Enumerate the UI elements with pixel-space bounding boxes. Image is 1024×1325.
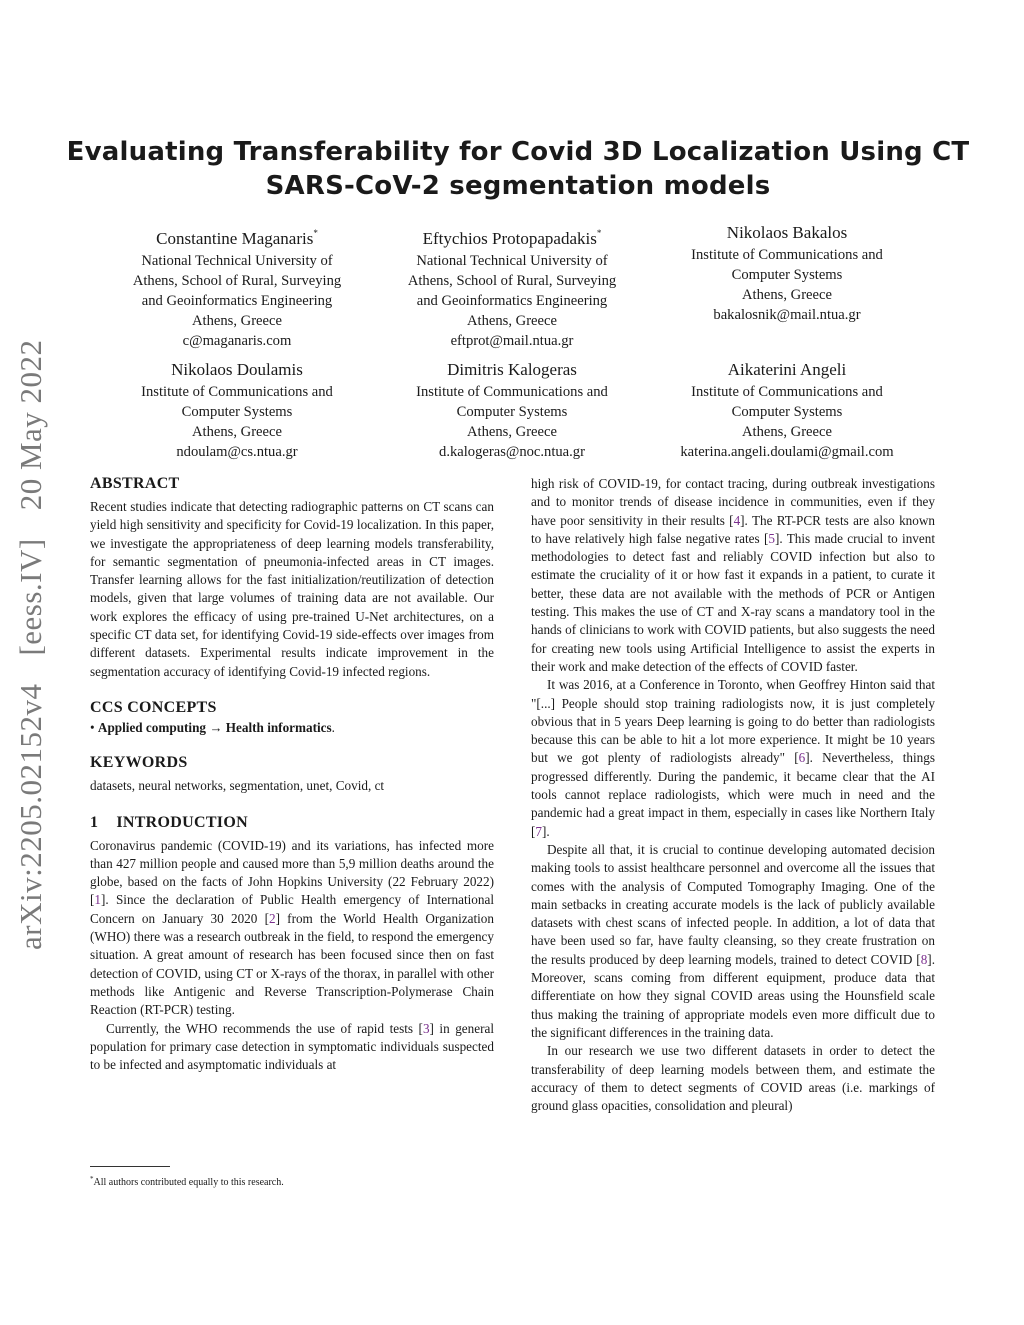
affiliation-line: Institute of Communications and [691, 247, 883, 263]
citation-link[interactable]: 8 [920, 951, 928, 967]
author-email[interactable]: c@maganaris.com [182, 333, 292, 349]
author-name: Nikolaos Bakalos [726, 223, 848, 242]
intro-heading [90, 812, 494, 834]
citation-link[interactable]: 7 [535, 823, 542, 839]
citation-link[interactable]: 2 [268, 910, 276, 926]
affiliation-line: Athens, School of Rural, Surveying [407, 273, 617, 289]
author-block [372, 222, 652, 351]
text-run: Currently, the WHO recommends the use of rapid tests [ [106, 1020, 423, 1036]
affiliation-line: Athens, School of Rural, Surveying [132, 273, 342, 289]
text-run: It was 2016, at a Conference in Toronto, when Geoffrey Hinton said that "[...] People should stop training radiologists now, it is just completely obvious that in 5 years Deep learning is going to do better than radiologists because this can be able to hit a lot more experience. It might be 10 years but we got plenty of radiologists already" [ [531, 677, 935, 766]
affiliation-line: Computer Systems [456, 404, 568, 420]
ccs-item-applied-computing: Applied computing [97, 719, 207, 735]
author-block [97, 222, 377, 351]
author-block [647, 359, 927, 462]
affiliation-line: Institute of Communications and [141, 384, 333, 400]
ccs-heading: CCS CONCEPTS [90, 698, 217, 716]
text-run: high risk of COVID-19, for contact tracing, during outbreak investigations and to monitor trends of disease incidence in communities, even if they have poor sensitivity in their results [ [531, 476, 935, 528]
author-email[interactable]: eftprot@mail.ntua.gr [450, 333, 574, 349]
author-name: Aikaterini Angeli [727, 360, 847, 379]
affiliation-line: and Geoinformatics Engineering [416, 293, 608, 309]
text-run: Despite all that, it is crucial to continue developing automated decision making tools to assist healthcare personnel and overcome all the issues that comes with the analysis of Computed Tomography Imaging. One of the main setbacks in creating accurate models is the lack of publicly available datasets with chest scans of infected people. In addition, a lot of data that have been used so far, have faulty cleansing, so they create frustration on the results produced by deep learning models, trained to detect COVID [ [531, 841, 935, 967]
affiliation-line: Athens, Greece [467, 313, 557, 329]
author-name: Dimitris Kalogeras [447, 360, 577, 379]
arrow-icon: → [209, 719, 223, 735]
arxiv-stamp [6, 330, 56, 950]
author-email[interactable]: ndoulam@cs.ntua.gr [176, 444, 298, 460]
intro-paragraph-2 [90, 1020, 494, 1075]
text-run: ]. Nevertheless, things progressed differently. During the pandemic, it became clear that the AI tools cannot replace radiologists, which were much in need and the pandemic had a great impact in them, especially in cases like Northern Italy [ [531, 750, 935, 839]
ccs-item-health-informatics: Health informatics [225, 719, 332, 735]
arxiv-date: 20 May 2022 [13, 339, 48, 511]
text-run: ]. Moreover, scans coming from different equipment, produce data that differentiate on how they signal COVID areas using the Hounsfield scale thus making the training of appropriate models even more difficult due to the significant differences in the training data. [531, 951, 935, 1040]
equal-contribution-mark: * [596, 228, 602, 238]
author-name: Constantine Maganaris [156, 229, 314, 248]
footnote-mark: * [90, 1175, 94, 1183]
body-paragraph: In our research we use two different datasets in order to detect the transferability of deep learning models between them, and estimate the accuracy of them to detect segments of COVID areas (i.e. markings of ground glass opacities, consolidation and pleural) [531, 1043, 935, 1114]
text-run: ]. This made crucial to invent methodologies to detect fast and reliably COVID infection but also to estimate the cruciality of it or how fast it expands in a patient, to curate it better, these data are not available with the methods of PCR or Antigen testing. This makes the use of CT and X-ray scans a mandatory tool in the hands of clinicians to work with COVID patients, but also suggests the need for creating new tools using Artificial Intelligence to assist the experts in their work and make detection of the effects of COVID faster. [531, 530, 936, 674]
ccs-bullet: • [90, 719, 95, 735]
author-block [97, 359, 377, 462]
affiliation-line: Computer Systems [731, 267, 843, 283]
affiliation-line: Athens, Greece [742, 424, 832, 440]
affiliation-line: National Technical University of [141, 253, 333, 269]
citation-link[interactable]: 5 [768, 530, 775, 546]
section-title: INTRODUCTION [116, 813, 248, 831]
arxiv-id: arXiv:2205.02152v4 [13, 683, 48, 950]
affiliation-line: Athens, Greece [467, 424, 557, 440]
footnote [90, 1173, 494, 1189]
text-run: Coronavirus pandemic (COVID-19) and its variations, has infected more than 427 million people and caused more than 5,9 million deaths around the globe, based on the facts of John Hopkins University (22 February 2022) [ [90, 837, 494, 908]
title-line-2: SARS-CoV-2 segmentation models [265, 171, 771, 201]
affiliation-line: Computer Systems [731, 404, 843, 420]
keywords-heading: KEYWORDS [90, 754, 188, 772]
equal-contribution-mark: * [313, 228, 318, 238]
title-line-1: Evaluating Transferability for Covid 3D Localization Using CT [66, 137, 970, 167]
text-run: ]. Since the declaration of Public Health emergency of International Concern on January 30 2020 [ [90, 892, 494, 926]
citation-link[interactable]: 1 [94, 892, 101, 908]
footnote-divider [90, 1166, 170, 1167]
ccs-period: . [331, 719, 335, 735]
affiliation-line: Institute of Communications and [691, 384, 883, 400]
body-paragraph [531, 676, 935, 841]
author-block [372, 359, 652, 462]
author-block [647, 222, 927, 325]
author-email[interactable]: katerina.angeli.doulami@gmail.com [680, 444, 894, 460]
ccs-concepts [90, 719, 494, 737]
citation-link[interactable]: 3 [422, 1020, 430, 1036]
arxiv-category: [eess.IV] [13, 538, 48, 656]
paper-title [60, 135, 976, 203]
affiliation-line: Computer Systems [181, 404, 293, 420]
author-email[interactable]: d.kalogeras@noc.ntua.gr [439, 444, 585, 460]
text-run: ]. The RT-PCR tests are also known to have relatively high false negative rates [ [531, 512, 935, 546]
body-paragraph [531, 841, 935, 1042]
affiliation-line: National Technical University of [416, 253, 608, 269]
body-paragraph [531, 475, 935, 676]
affiliation-line: Institute of Communications and [416, 384, 608, 400]
keywords-text: datasets, neural networks, segmentation, unet, Covid, ct [90, 778, 385, 794]
abstract-heading: ABSTRACT [90, 475, 180, 492]
right-column [531, 475, 935, 1115]
author-name: Nikolaos Doulamis [171, 360, 303, 379]
left-column [90, 473, 494, 1074]
abstract-text: Recent studies indicate that detecting radiographic patterns on CT scans can yield high sensitivity and specificity for Covid-19 localization. In this paper, we investigate the appropriateness of deep learning models transferability, for semantic segmentation of pneumonia-infected areas in CT images. Transfer learning allows for the fast initialization/reutilization of detection models, given that large volumes of training data are not available. Our work explores the efficacy of using pre-trained U-Net architectures, on a specific CT data set, for identifying Covid-19 side-effects over images from different datasets. Experimental results indicate improvement in the segmentation accuracy of identifying Covid-19 infected regions. [90, 499, 494, 679]
text-run: ] from the World Health Organization (WHO) there was a research outbreak in the field, to respond the emergency situation. A great amount of research has been focused since then on fast detection of COVID, using CT or X-rays of the thorax, in parallel with other methods like Antigenic and Reverse Transcription-Polymerase Chain Reaction (RT-PCR) testing. [90, 910, 494, 1018]
affiliation-line: Athens, Greece [192, 313, 282, 329]
citation-link[interactable]: 6 [798, 750, 806, 766]
affiliation-line: Athens, Greece [192, 424, 282, 440]
text-run: ] in general population for primary case detection in symptomatic individuals suspected to be infected and asymptomatic individuals at [90, 1020, 495, 1073]
author-name: Eftychios Protopapadakis [422, 229, 597, 248]
affiliation-line: and Geoinformatics Engineering [141, 293, 333, 309]
footnote-text: All authors contributed equally to this research. [93, 1177, 284, 1188]
section-number: 1 [90, 813, 99, 831]
citation-link[interactable]: 4 [733, 512, 741, 528]
intro-paragraph-1 [90, 837, 494, 1020]
affiliation-line: Athens, Greece [742, 287, 832, 303]
author-email[interactable]: bakalosnik@mail.ntua.gr [713, 307, 861, 323]
text-run: ]. [542, 823, 550, 839]
